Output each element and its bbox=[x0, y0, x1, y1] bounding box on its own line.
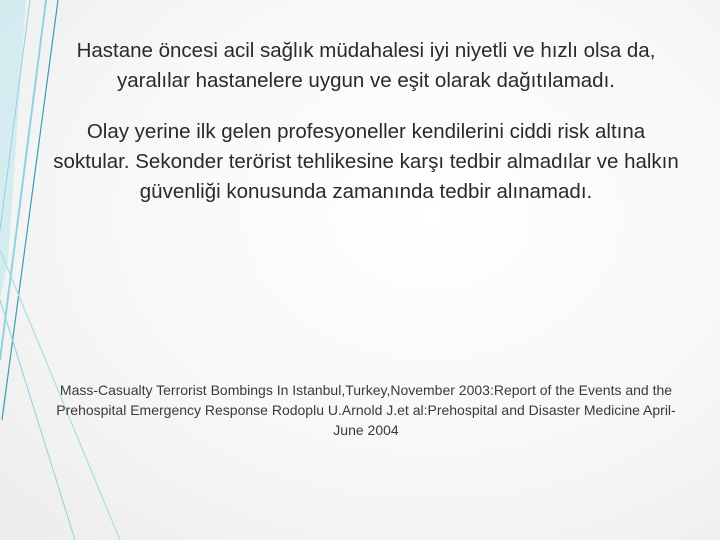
paragraph-1: Hastane öncesi acil sağlık müdahalesi iyi niyetli ve hızlı olsa da, yaralılar hastanelere uygun ve eşit olarak dağıtılamadı. bbox=[76, 39, 656, 92]
citation-text: Mass-Casualty Terrorist Bombings In Istanbul,Turkey,November 2003:Report of the Events and the Prehospital Emergency Response Rodoplu U.Arnold J.et al:Prehospital and Disaster Medicine April-June 2004 bbox=[56, 382, 676, 438]
body-text bbox=[50, 36, 682, 207]
paragraph-2: Olay yerine ilk gelen profesyoneller kendilerini ciddi risk altına soktular. Sekonder terörist tehlikesine karşı tedbir almadılar ve halkın güvenliği konusunda zamanında tedbir alınamadı. bbox=[53, 120, 679, 203]
